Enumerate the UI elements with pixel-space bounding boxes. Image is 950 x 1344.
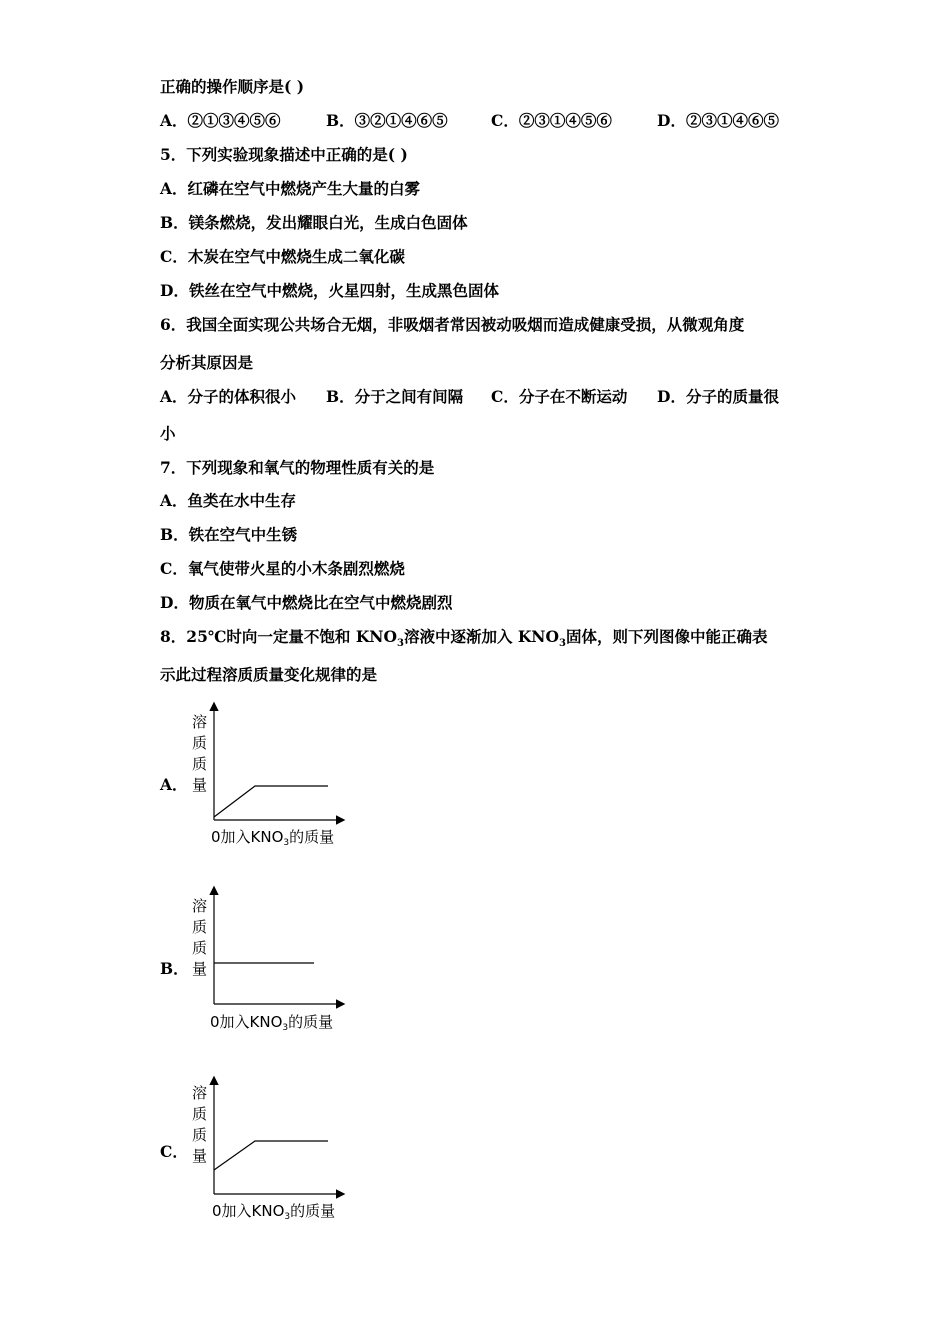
graph-c-xlabel bbox=[212, 1202, 335, 1222]
graph-c-curve bbox=[214, 1141, 328, 1170]
q6-option-a: A．分子的体积很小 bbox=[160, 387, 297, 406]
q8-stem-post: 固体，则下列图像中能正确表 bbox=[565, 627, 768, 646]
q6-stem-line2: 分析其原因是 bbox=[160, 353, 254, 372]
q8-stem-pre: 8．25℃时向一定量不饱和 KNO bbox=[160, 627, 397, 646]
graph-b-ylabel-4: 量 bbox=[192, 960, 208, 978]
q7-stem: 7．下列现象和氧气的物理性质有关的是 bbox=[160, 458, 435, 477]
q6-option-d: D．分子的质量很 bbox=[657, 387, 779, 406]
graph-a-curve bbox=[214, 786, 328, 817]
q8-stem-mid: 溶液中逐渐加入 KNO bbox=[403, 627, 559, 646]
graph-c-ylabel-2: 质 bbox=[192, 1105, 208, 1123]
q5-option-c: C．木炭在空气中燃烧生成二氧化碳 bbox=[160, 247, 405, 266]
q6-option-c: C．分子在不断运动 bbox=[491, 387, 628, 406]
graph-c-ylabel-4: 量 bbox=[192, 1147, 208, 1165]
q6-stem-line1: 6．我国全面实现公共场合无烟，非吸烟者常因被动吸烟而造成健康受损，从微观角度 bbox=[160, 315, 745, 334]
q4-option-d: D．②③①④⑥⑤ bbox=[657, 111, 779, 130]
q8-stem-sub1: 3 bbox=[396, 638, 404, 650]
graph-c bbox=[185, 1074, 360, 1229]
graph-b bbox=[185, 884, 360, 1039]
graph-b-xlabel-pre: 加入KNO bbox=[219, 1013, 283, 1031]
graph-a-xlabel-sub: 3 bbox=[283, 838, 290, 848]
q8-stem-line2: 示此过程溶质质量变化规律的是 bbox=[160, 665, 378, 684]
graph-c-xlabel-pre: 加入KNO bbox=[221, 1202, 285, 1220]
q8-stem-sub2: 3 bbox=[558, 638, 566, 650]
q6-option-b: B．分于之间有间隔 bbox=[326, 387, 464, 406]
q7-option-b: B．铁在空气中生锈 bbox=[160, 525, 298, 544]
q7-option-a: A．鱼类在水中生存 bbox=[160, 491, 297, 510]
graph-b-xlabel-post: 的质量 bbox=[288, 1013, 334, 1031]
graph-a-ylabel-1: 溶 bbox=[192, 713, 208, 731]
q7-option-c: C．氧气使带火星的小木条剧烈燃烧 bbox=[160, 559, 405, 578]
graph-b-xlabel-sub: 3 bbox=[282, 1023, 289, 1033]
q5-option-d: D．铁丝在空气中燃烧，火星四射，生成黑色固体 bbox=[160, 281, 499, 300]
graph-c-label: C． bbox=[160, 1142, 188, 1161]
q8-stem-line1 bbox=[160, 627, 767, 654]
q4-option-c: C．②③①④⑤⑥ bbox=[491, 111, 612, 130]
q7-option-d: D．物质在氧气中燃烧比在空气中燃烧剧烈 bbox=[160, 593, 453, 612]
graph-b-ylabel-1: 溶 bbox=[192, 897, 208, 915]
graph-a bbox=[185, 700, 360, 855]
q4-option-a: A．②①③④⑤⑥ bbox=[160, 111, 281, 130]
graph-b-ylabel-3: 质 bbox=[192, 939, 208, 957]
q6-option-d-wrap: 小 bbox=[160, 424, 176, 443]
graph-a-ylabel-4: 量 bbox=[192, 776, 208, 794]
graph-b-ylabel-2: 质 bbox=[192, 918, 208, 936]
q4-option-b: B．③②①④⑥⑤ bbox=[326, 111, 448, 130]
graph-a-ylabel-2: 质 bbox=[192, 734, 208, 752]
graph-a-ylabel-3: 质 bbox=[192, 755, 208, 773]
graph-b-origin: 0 bbox=[210, 1013, 220, 1031]
graph-b-xlabel bbox=[210, 1013, 333, 1033]
graph-a-label: A． bbox=[160, 775, 188, 794]
graph-a-xlabel-post: 的质量 bbox=[289, 828, 335, 846]
graph-b-label: B． bbox=[160, 959, 189, 978]
q5-option-a: A．红磷在空气中燃烧产生大量的白雾 bbox=[160, 179, 421, 198]
graph-c-ylabel-1: 溶 bbox=[192, 1084, 208, 1102]
graph-c-ylabel-3: 质 bbox=[192, 1126, 208, 1144]
graph-a-origin: 0 bbox=[211, 828, 221, 846]
graph-a-xlabel bbox=[211, 828, 334, 848]
q5-stem: 5．下列实验现象描述中正确的是( ) bbox=[160, 145, 408, 164]
graph-c-xlabel-sub: 3 bbox=[284, 1212, 291, 1222]
q5-option-b: B．镁条燃烧，发出耀眼白光，生成白色固体 bbox=[160, 213, 468, 232]
graph-c-xlabel-post: 的质量 bbox=[290, 1202, 336, 1220]
graph-a-xlabel-pre: 加入KNO bbox=[220, 828, 284, 846]
graph-c-origin: 0 bbox=[212, 1202, 222, 1220]
q4-stem-tail: 正确的操作顺序是( ) bbox=[160, 77, 305, 96]
